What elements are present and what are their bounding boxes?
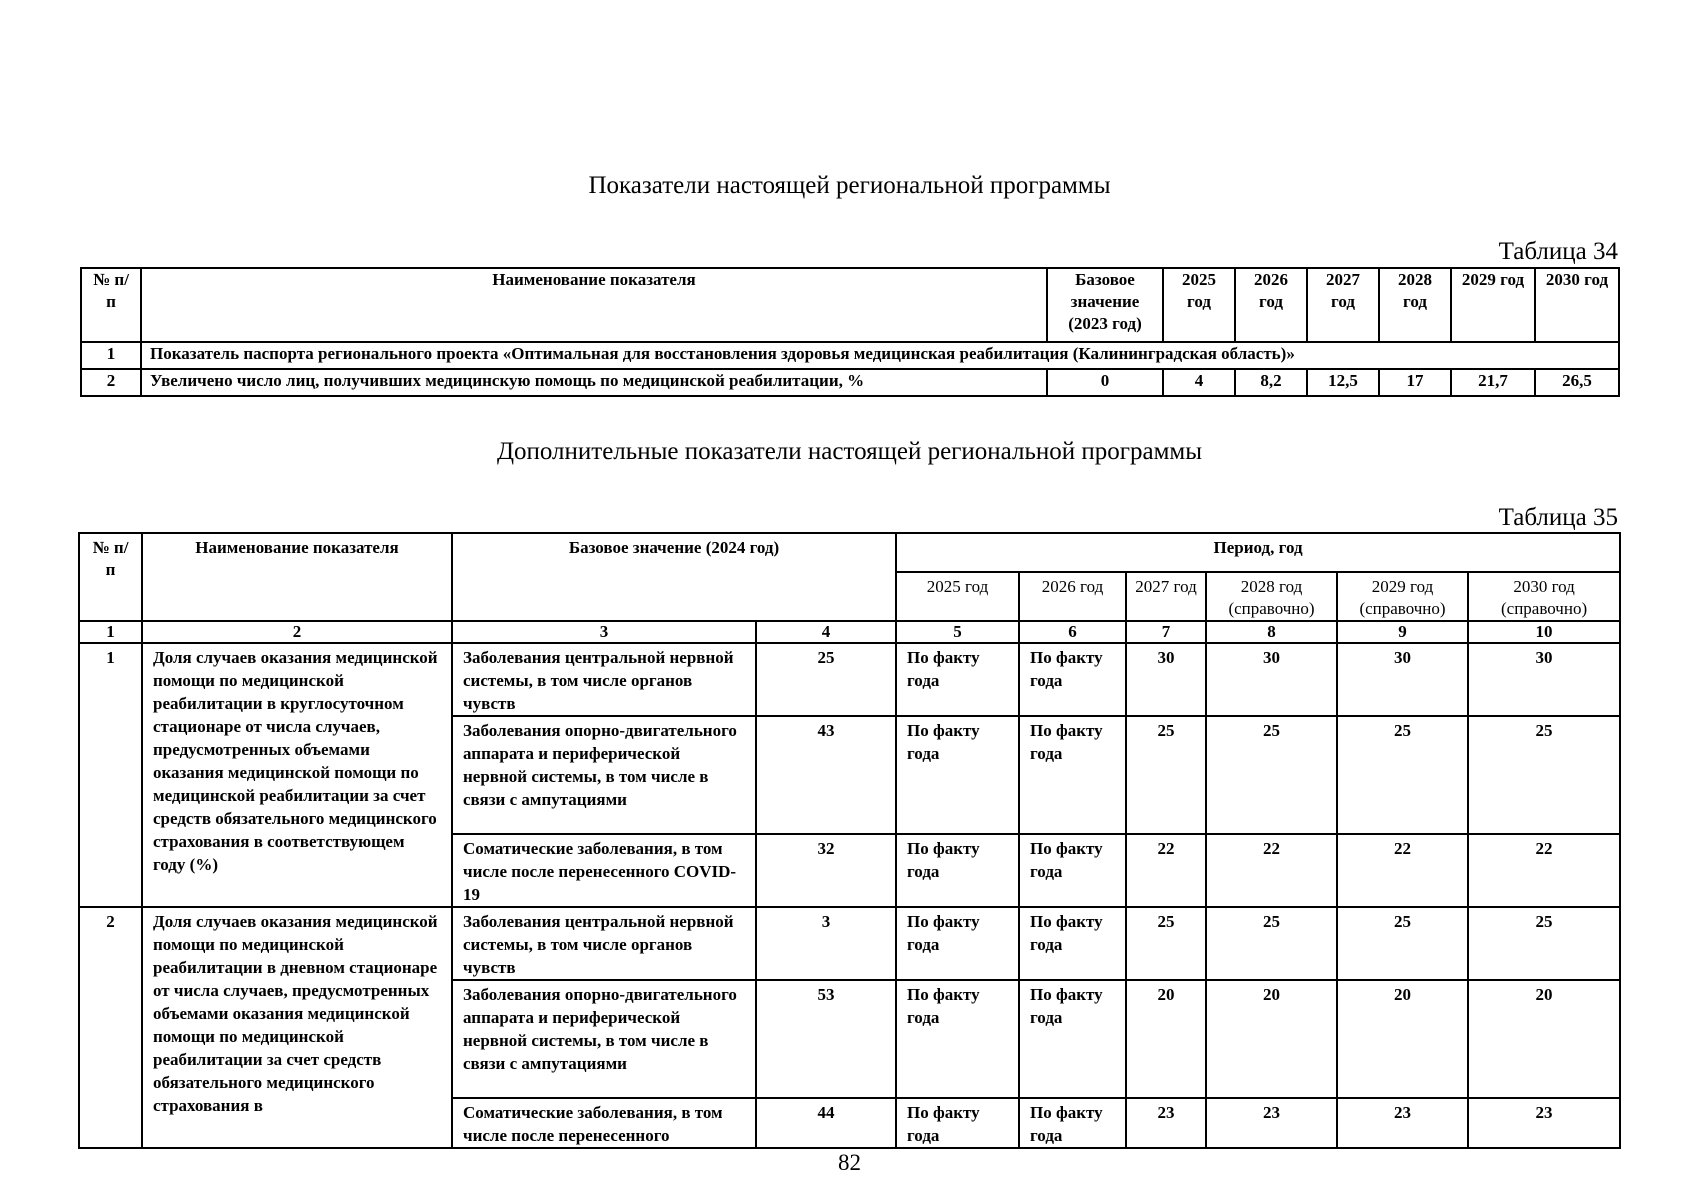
value-2029: 22 bbox=[1337, 834, 1468, 907]
base-value: 44 bbox=[756, 1098, 896, 1148]
row-num: 1 bbox=[81, 342, 141, 369]
col-number: 4 bbox=[756, 621, 896, 643]
header-year: 2026 год bbox=[1235, 268, 1307, 342]
value-2026: По факту года bbox=[1019, 907, 1126, 980]
value-2030: 22 bbox=[1468, 834, 1620, 907]
header-base: Базовое значение (2024 год) bbox=[452, 533, 896, 621]
year-value: 4 bbox=[1163, 369, 1235, 396]
base-value: 32 bbox=[756, 834, 896, 907]
header-year: 2029 год (справочно) bbox=[1337, 572, 1468, 621]
value-2027: 25 bbox=[1126, 907, 1206, 980]
row-num: 1 bbox=[79, 643, 142, 907]
disease-category: Соматические заболевания, в том числе после перенесенного COVID-19 bbox=[452, 834, 756, 907]
table34-header-row bbox=[81, 268, 1619, 342]
value-2025: По факту года bbox=[896, 1098, 1019, 1148]
table34-label: Таблица 34 bbox=[1498, 238, 1618, 265]
base-value: 25 bbox=[756, 643, 896, 716]
row-num: 2 bbox=[79, 907, 142, 1148]
value-2030: 25 bbox=[1468, 716, 1620, 834]
header-year: 2027 год bbox=[1307, 268, 1379, 342]
year-value: 17 bbox=[1379, 369, 1451, 396]
value-2030: 25 bbox=[1468, 907, 1620, 980]
table-row bbox=[81, 369, 1619, 396]
value-2027: 20 bbox=[1126, 980, 1206, 1098]
value-2026: По факту года bbox=[1019, 980, 1126, 1098]
value-2030: 23 bbox=[1468, 1098, 1620, 1148]
disease-category: Заболевания центральной нервной системы, в том числе органов чувств bbox=[452, 643, 756, 716]
value-2025: По факту года bbox=[896, 980, 1019, 1098]
header-year: 2026 год bbox=[1019, 572, 1126, 621]
value-2026: По факту года bbox=[1019, 834, 1126, 907]
value-2030: 30 bbox=[1468, 643, 1620, 716]
header-year: 2025 год bbox=[1163, 268, 1235, 342]
value-2030: 20 bbox=[1468, 980, 1620, 1098]
year-value: 26,5 bbox=[1535, 369, 1619, 396]
value-2029: 30 bbox=[1337, 643, 1468, 716]
header-year: 2028 год (справочно) bbox=[1206, 572, 1337, 621]
value-2029: 20 bbox=[1337, 980, 1468, 1098]
header-name: Наименование показателя bbox=[141, 268, 1047, 342]
base-value: 43 bbox=[756, 716, 896, 834]
value-2025: По факту года bbox=[896, 643, 1019, 716]
header-year: 2030 год bbox=[1535, 268, 1619, 342]
value-2025: По факту года bbox=[896, 907, 1019, 980]
base-value: 53 bbox=[756, 980, 896, 1098]
value-2028: 22 bbox=[1206, 834, 1337, 907]
col-number: 8 bbox=[1206, 621, 1337, 643]
value-2026: По факту года bbox=[1019, 643, 1126, 716]
table35-heading: Дополнительные показатели настоящей региональной программы bbox=[496, 438, 1203, 465]
disease-category: Заболевания опорно-двигательного аппарата и периферической нервной системы, в том числе в связи с ампутациями bbox=[452, 980, 756, 1098]
value-2029: 25 bbox=[1337, 716, 1468, 834]
value-2029: 25 bbox=[1337, 907, 1468, 980]
value-2025: По факту года bbox=[896, 834, 1019, 907]
page-number: 82 bbox=[838, 1150, 861, 1175]
table-34 bbox=[80, 267, 1620, 397]
col-number: 5 bbox=[896, 621, 1019, 643]
value-2026: По факту года bbox=[1019, 716, 1126, 834]
col-number: 2 bbox=[142, 621, 452, 643]
column-numbers-row bbox=[79, 621, 1620, 643]
base-value: 3 bbox=[756, 907, 896, 980]
value-2028: 25 bbox=[1206, 716, 1337, 834]
table-35 bbox=[78, 532, 1621, 1149]
value-2027: 22 bbox=[1126, 834, 1206, 907]
year-value: 21,7 bbox=[1451, 369, 1535, 396]
indicator-name: Доля случаев оказания медицинской помощи по медицинской реабилитации в круглосуточном стационаре от числа случаев, предусмотренных объемами оказания медицинской помощи по медицинской реабилитации за счет средств обязательного медицинского страхования в соответствующем году (%) bbox=[142, 643, 452, 907]
header-num: № п/п bbox=[79, 533, 142, 621]
row-num: 2 bbox=[81, 369, 141, 396]
header-year: 2025 год bbox=[896, 572, 1019, 621]
row-text: Увеличено число лиц, получивших медицинскую помощь по медицинской реабилитации, % bbox=[141, 369, 1047, 396]
header-year: 2030 год (справочно) bbox=[1468, 572, 1620, 621]
value-2029: 23 bbox=[1337, 1098, 1468, 1148]
col-number: 9 bbox=[1337, 621, 1468, 643]
year-value: 12,5 bbox=[1307, 369, 1379, 396]
value-2028: 25 bbox=[1206, 907, 1337, 980]
value-2028: 20 bbox=[1206, 980, 1337, 1098]
table35-label: Таблица 35 bbox=[1498, 504, 1618, 531]
value-2025: По факту года bbox=[896, 716, 1019, 834]
value-2027: 25 bbox=[1126, 716, 1206, 834]
value-2028: 30 bbox=[1206, 643, 1337, 716]
header-num: № п/п bbox=[81, 268, 141, 342]
disease-category: Заболевания центральной нервной системы, в том числе органов чувств bbox=[452, 907, 756, 980]
col-number: 7 bbox=[1126, 621, 1206, 643]
header-name: Наименование показателя bbox=[142, 533, 452, 621]
indicator-name: Доля случаев оказания медицинской помощи по медицинской реабилитации в дневном стационаре от числа случаев, предусмотренных объемами оказания медицинской помощи по медицинской реабилитации за счет средств обязательного медицинского страхования в bbox=[142, 907, 452, 1148]
value-2027: 30 bbox=[1126, 643, 1206, 716]
header-year: 2028 год bbox=[1379, 268, 1451, 342]
value-2028: 23 bbox=[1206, 1098, 1337, 1148]
header-base: Базовое значение (2023 год) bbox=[1047, 268, 1163, 342]
header-year: 2029 год bbox=[1451, 268, 1535, 342]
col-number: 1 bbox=[79, 621, 142, 643]
col-number: 3 bbox=[452, 621, 756, 643]
table34-heading: Показатели настоящей региональной программы bbox=[588, 172, 1111, 199]
header-year: 2027 год bbox=[1126, 572, 1206, 621]
value-2027: 23 bbox=[1126, 1098, 1206, 1148]
year-value: 8,2 bbox=[1235, 369, 1307, 396]
header-period: Период, год bbox=[896, 533, 1620, 572]
col-number: 10 bbox=[1468, 621, 1620, 643]
table-row bbox=[79, 643, 1620, 716]
table-row bbox=[81, 342, 1619, 369]
disease-category: Заболевания опорно-двигательного аппарата и периферической нервной системы, в том числе в связи с ампутациями bbox=[452, 716, 756, 834]
table-row bbox=[79, 907, 1620, 980]
base-value: 0 bbox=[1047, 369, 1163, 396]
table35-header-row bbox=[79, 533, 1620, 572]
value-2026: По факту года bbox=[1019, 1098, 1126, 1148]
row-text: Показатель паспорта регионального проекта «Оптимальная для восстановления здоровья медицинская реабилитация (Калининградская область)» bbox=[141, 342, 1619, 369]
col-number: 6 bbox=[1019, 621, 1126, 643]
disease-category: Соматические заболевания, в том числе после перенесенного bbox=[452, 1098, 756, 1148]
